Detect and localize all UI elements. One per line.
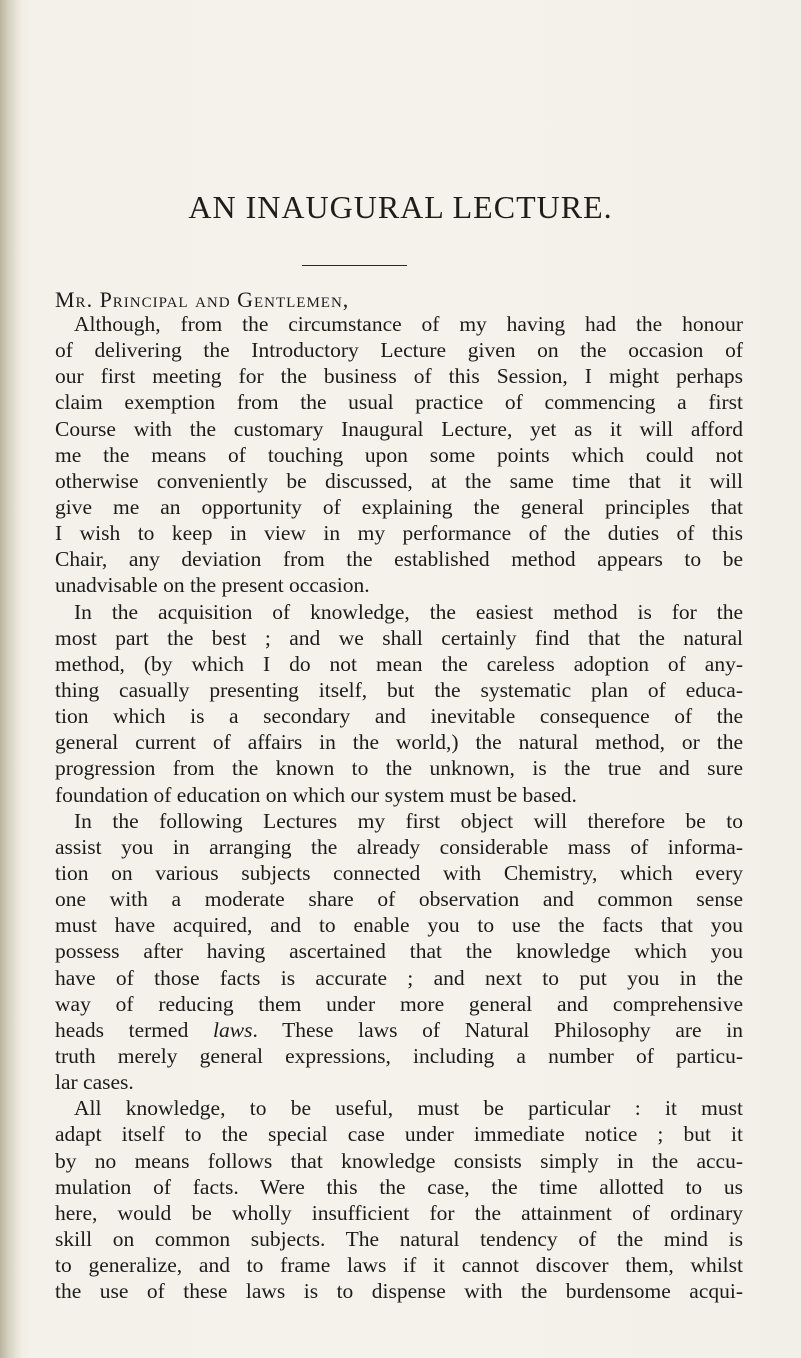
text-line: to generalize, and to frame laws if it cannot discover them, whilst xyxy=(55,1253,743,1278)
text-line: possess after having ascertained that the knowledge which you xyxy=(55,939,743,964)
text-line: must have acquired, and to enable you to use the facts that you xyxy=(55,913,743,938)
text-line: the use of these laws is to dispense with the burdensome acqui- xyxy=(55,1279,743,1304)
text-line: heads termed laws. These laws of Natural Philosophy are in xyxy=(55,1017,743,1042)
text-line: In the following Lectures my first object will therefore be to xyxy=(74,808,743,833)
text-line: tion on various subjects connected with Chemistry, which every xyxy=(55,860,743,885)
text-line: most part the best ; and we shall certainly find that the natural xyxy=(55,625,743,650)
text-line: unadvisable on the present occasion. xyxy=(55,573,370,598)
text-line: In the acquisition of knowledge, the easiest method is for the xyxy=(74,599,743,624)
text-line: thing casually presenting itself, but the systematic plan of educa- xyxy=(55,677,743,702)
title-divider xyxy=(302,265,407,266)
text-line: truth merely general expressions, including a number of particu- xyxy=(55,1043,743,1068)
text-line: progression from the known to the unknown, is the true and sure xyxy=(55,756,743,781)
text-line: mulation of facts. Were this the case, the time allotted to us xyxy=(55,1174,743,1199)
text-line: method, (by which I do not mean the careless adoption of any- xyxy=(55,651,743,676)
text-line: Although, from the circumstance of my having had the honour xyxy=(74,312,743,336)
text-line: adapt itself to the special case under immediate notice ; but it xyxy=(55,1122,743,1147)
text-line: me the means of touching upon some points which could not xyxy=(55,442,743,467)
text-line: give me an opportunity of explaining the general principles that xyxy=(55,494,743,519)
text-line: tion which is a secondary and inevitable consequence of the xyxy=(55,704,743,729)
text-line: general current of affairs in the world,) the natural method, or the xyxy=(55,730,743,755)
text-line: skill on common subjects. The natural tendency of the mind is xyxy=(55,1226,743,1251)
text-line: foundation of education on which our system must be based. xyxy=(55,782,577,807)
text-line: our first meeting for the business of this Session, I might perhaps xyxy=(55,364,743,389)
italic-term: laws xyxy=(213,1017,253,1042)
body-text xyxy=(55,311,743,1304)
text-line: have of those facts is accurate ; and next to put you in the xyxy=(55,965,743,990)
text-line: Chair, any deviation from the established method appears to be xyxy=(55,547,743,572)
text-line: here, would be wholly insufficient for the attainment of ordinary xyxy=(55,1200,743,1225)
text-line: by no means follows that knowledge consists simply in the accu- xyxy=(55,1148,743,1173)
text-line: claim exemption from the usual practice of commencing a first xyxy=(55,390,743,415)
text-line: assist you in arranging the already considerable mass of informa- xyxy=(55,834,743,859)
text-line: I wish to keep in view in my performance of the duties of this xyxy=(55,521,743,546)
text-line: of delivering the Introductory Lecture given on the occasion of xyxy=(55,338,743,363)
page-title: AN INAUGURAL LECTURE. xyxy=(188,189,613,225)
text-line: All knowledge, to be useful, must be particular : it must xyxy=(74,1096,743,1121)
text-line: lar cases. xyxy=(55,1070,134,1095)
text-line: otherwise conveniently be discussed, at the same time that it will xyxy=(55,468,743,493)
text-line: way of reducing them under more general and comprehensive xyxy=(55,991,743,1016)
text-line: one with a moderate share of observation and common sense xyxy=(55,887,743,912)
text-line: Course with the customary Inaugural Lecture, yet as it will afford xyxy=(55,416,743,441)
salutation: Mr. Principal and Gentlemen, xyxy=(55,287,350,312)
